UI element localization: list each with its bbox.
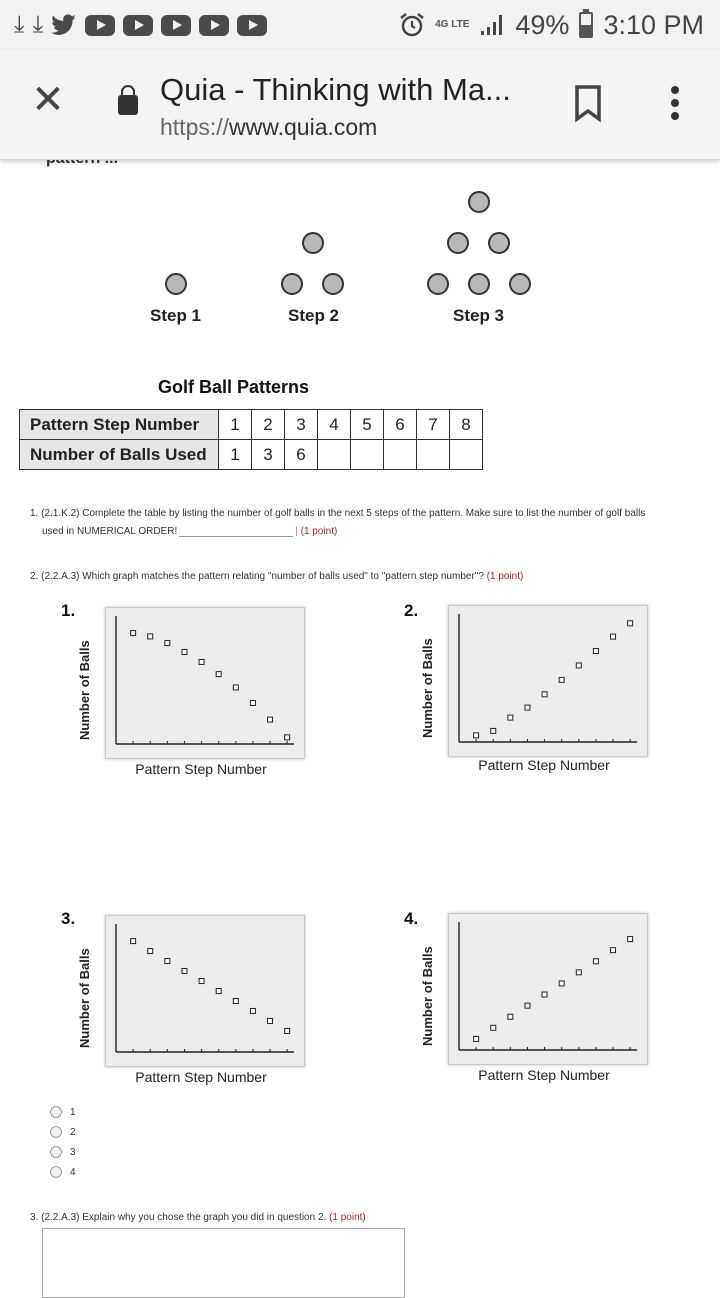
radio-label: 2 xyxy=(70,1126,76,1138)
battery-percent: 49% xyxy=(515,9,570,40)
signal-icon xyxy=(479,13,505,37)
lock-icon[interactable] xyxy=(118,95,138,115)
table-cell: 3 xyxy=(252,440,285,470)
question-3-text: 3. (2.2.A.3) Explain why you chose the graph you did in question 2. xyxy=(30,1212,327,1223)
question-2 xyxy=(30,571,523,582)
row-header: Pattern Step Number xyxy=(20,410,219,440)
radio-button[interactable] xyxy=(50,1126,62,1138)
graph-number: 2. xyxy=(404,601,419,620)
status-bar xyxy=(0,0,720,50)
radio-label: 3 xyxy=(70,1146,76,1158)
golf-ball-table xyxy=(19,409,483,470)
graph-frame xyxy=(105,915,305,1067)
table-row xyxy=(20,410,483,440)
graph-number: 4. xyxy=(404,909,419,928)
data-point xyxy=(491,1025,496,1030)
golf-ball xyxy=(509,273,531,295)
table-cell xyxy=(384,440,417,470)
data-point xyxy=(491,728,496,733)
scatter-plot xyxy=(455,920,643,1060)
page-title[interactable]: Quia - Thinking with Ma... xyxy=(160,72,511,107)
data-point xyxy=(525,1003,530,1008)
system-icons xyxy=(399,8,704,42)
points-label: (1 point) xyxy=(486,571,524,582)
download-icon: ⤓ xyxy=(14,11,25,38)
data-point xyxy=(233,998,238,1003)
data-point xyxy=(285,735,290,740)
table-cell: 5 xyxy=(351,410,384,440)
youtube-icon xyxy=(199,15,229,36)
data-point xyxy=(216,989,221,994)
data-point xyxy=(542,692,547,697)
golf-ball xyxy=(427,273,449,295)
data-point xyxy=(268,717,273,722)
table-row xyxy=(20,440,483,470)
url-address[interactable] xyxy=(160,114,377,141)
question-2-text: 2. (2.2.A.3) Which graph matches the pattern relating "number of balls used" to "pattern step number"? xyxy=(30,571,484,582)
question-3-answer-textarea[interactable] xyxy=(42,1228,405,1298)
golf-ball xyxy=(165,273,187,295)
bookmark-icon[interactable] xyxy=(574,84,602,122)
question-1-text: 1. (2.1.K.2) Complete the table by listing the number of golf balls in the next 5 steps of the pattern. Make sure to list the number of golf balls xyxy=(30,508,646,519)
data-point xyxy=(474,733,479,738)
data-point xyxy=(165,959,170,964)
network-type: 4G LTE xyxy=(435,19,470,30)
data-point xyxy=(199,659,204,664)
overflow-menu-button[interactable] xyxy=(664,86,686,122)
graph-frame xyxy=(448,605,648,757)
points-label: (1 point) xyxy=(300,526,338,537)
y-axis-label: Number of Balls xyxy=(77,948,92,1048)
x-axis-label: Pattern Step Number xyxy=(135,761,267,777)
step-label: Step 2 xyxy=(288,306,340,325)
table-cell: 7 xyxy=(417,410,450,440)
golf-ball xyxy=(468,191,490,213)
data-point xyxy=(628,621,633,626)
table-title: Golf Ball Patterns xyxy=(158,377,310,397)
radio-button[interactable] xyxy=(50,1146,62,1158)
scatter-plot xyxy=(112,922,300,1062)
page-content xyxy=(0,160,720,1280)
alarm-icon xyxy=(399,12,425,38)
youtube-icon xyxy=(161,15,191,36)
table-cell: 1 xyxy=(219,440,252,470)
data-point xyxy=(559,677,564,682)
data-point xyxy=(542,992,547,997)
scatter-plot xyxy=(112,614,300,754)
data-point xyxy=(216,672,221,677)
close-tab-button[interactable]: ✕ xyxy=(31,78,65,122)
radio-option-3[interactable] xyxy=(50,1144,76,1160)
youtube-icon xyxy=(237,15,267,36)
table-cell: 4 xyxy=(318,410,351,440)
url-scheme: https:// xyxy=(160,114,230,140)
golf-ball xyxy=(322,273,344,295)
browser-toolbar xyxy=(0,50,720,160)
x-axis-label: Pattern Step Number xyxy=(478,1067,610,1083)
data-point xyxy=(131,939,136,944)
data-point xyxy=(525,705,530,710)
table-cell xyxy=(417,440,450,470)
graph-4 xyxy=(404,909,708,1103)
radio-button[interactable] xyxy=(50,1166,62,1178)
table-cell xyxy=(351,440,384,470)
y-axis-label: Number of Balls xyxy=(420,638,435,738)
graph-1 xyxy=(61,601,365,797)
graph-3 xyxy=(61,909,365,1105)
twitter-icon xyxy=(51,14,77,36)
y-axis-label: Number of Balls xyxy=(77,640,92,740)
graph-number: 1. xyxy=(61,601,76,620)
radio-button[interactable] xyxy=(50,1106,62,1118)
notification-icons xyxy=(14,10,267,40)
question-3 xyxy=(30,1212,366,1223)
data-point xyxy=(593,959,598,964)
golf-ball xyxy=(488,232,510,254)
graph-number: 3. xyxy=(61,909,76,928)
radio-label: 4 xyxy=(70,1166,76,1178)
question-1-input[interactable] xyxy=(179,526,293,537)
table-cell: 1 xyxy=(219,410,252,440)
table-cell: 3 xyxy=(285,410,318,440)
youtube-icon xyxy=(85,15,115,36)
data-point xyxy=(559,981,564,986)
table-cell: 8 xyxy=(450,410,483,440)
radio-option-2[interactable] xyxy=(50,1124,76,1140)
scatter-plot xyxy=(455,612,643,752)
url-host: www.quia.com xyxy=(229,114,378,140)
battery-icon xyxy=(579,12,593,38)
clock: 3:10 PM xyxy=(603,9,704,40)
data-point xyxy=(199,979,204,984)
data-point xyxy=(250,700,255,705)
data-point xyxy=(576,970,581,975)
data-point xyxy=(131,631,136,636)
data-point xyxy=(611,634,616,639)
radio-option-4[interactable] xyxy=(50,1164,76,1180)
data-point xyxy=(182,969,187,974)
question-1-line2: used in NUMERICAL ORDER! | (1 point) xyxy=(42,526,338,537)
table-cell: 6 xyxy=(285,440,318,470)
golf-ball xyxy=(447,232,469,254)
y-axis-label: Number of Balls xyxy=(420,946,435,1046)
data-point xyxy=(182,649,187,654)
data-point xyxy=(474,1036,479,1041)
download-icon: ⤓ xyxy=(32,11,44,38)
x-axis-label: Pattern Step Number xyxy=(478,757,610,773)
data-point xyxy=(148,949,153,954)
golf-ball xyxy=(468,273,490,295)
graph-frame xyxy=(105,607,305,759)
table-cell: 6 xyxy=(384,410,417,440)
youtube-icon xyxy=(123,15,153,36)
radio-label: 1 xyxy=(70,1106,76,1118)
data-point xyxy=(508,715,513,720)
radio-option-1[interactable] xyxy=(50,1104,76,1120)
table-cell: 2 xyxy=(252,410,285,440)
table-cell xyxy=(318,440,351,470)
data-point xyxy=(611,948,616,953)
table-cell xyxy=(450,440,483,470)
points-label: (1 point) xyxy=(329,1212,366,1223)
data-point xyxy=(148,634,153,639)
graph-frame xyxy=(448,913,648,1065)
data-point xyxy=(233,685,238,690)
data-point xyxy=(250,1008,255,1013)
data-point xyxy=(593,649,598,654)
step-label: Step 3 xyxy=(453,306,505,325)
x-axis-label: Pattern Step Number xyxy=(135,1069,267,1085)
graph-2 xyxy=(404,601,708,795)
golf-ball xyxy=(281,273,303,295)
golf-ball xyxy=(302,232,324,254)
data-point xyxy=(628,937,633,942)
question-1-instruction: used in NUMERICAL ORDER! xyxy=(42,526,178,537)
step-label: Step 1 xyxy=(150,306,202,325)
data-point xyxy=(576,663,581,668)
data-point xyxy=(285,1028,290,1033)
data-point xyxy=(268,1018,273,1023)
data-point xyxy=(508,1014,513,1019)
data-point xyxy=(165,641,170,646)
row-header: Number of Balls Used xyxy=(20,440,219,470)
